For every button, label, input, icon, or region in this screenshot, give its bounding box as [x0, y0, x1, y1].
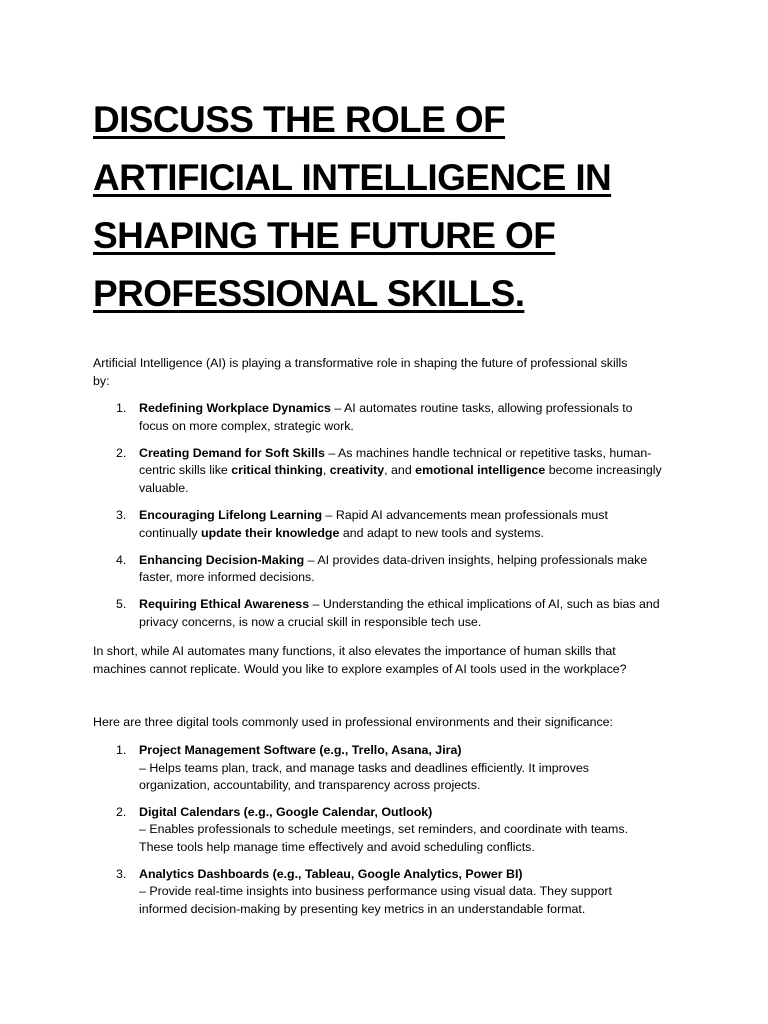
list-item-line: – Provide real-time insights into business performance using visual data. They support	[139, 884, 612, 899]
list-item	[93, 552, 683, 587]
emphasis-text: update their knowledge	[201, 525, 340, 540]
intro-line: Here are three digital tools commonly used in professional environments and their significance:	[93, 715, 613, 729]
title-line: ARTIFICIAL INTELLIGENCE IN	[93, 157, 612, 198]
list-item-heading: Project Management Software (e.g., Trello, Asana, Jira)	[139, 743, 462, 757]
title-line: PROFESSIONAL SKILLS.	[93, 273, 525, 314]
list-number: 3.	[116, 866, 127, 881]
list-item-text: – As machines handle technical or repetitive tasks, human-	[324, 445, 652, 460]
list-item-line: privacy concerns, is now a crucial skill in responsible tech use.	[139, 614, 482, 629]
list-number: 1.	[116, 401, 127, 415]
conclusion-line: In short, while AI automates many functions, it also elevates the importance of human skills that	[93, 644, 616, 658]
title-line: SHAPING THE FUTURE OF	[93, 215, 556, 256]
list-item-heading: Digital Calendars (e.g., Google Calendar, Outlook)	[139, 804, 433, 819]
list-item	[93, 400, 683, 435]
list-item	[93, 507, 683, 542]
list-item-line: faster, more informed decisions.	[139, 570, 315, 585]
list-item-heading: Encouraging Lifelong Learning	[139, 507, 323, 522]
list-item-text: become increasingly	[545, 463, 662, 478]
list-item-text: centric skills like	[139, 463, 232, 478]
list-number: 1.	[116, 743, 127, 757]
tools-intro-paragraph	[93, 714, 683, 732]
list-item-heading: Enhancing Decision-Making	[139, 552, 305, 567]
list-item-heading: Redefining Workplace Dynamics	[139, 401, 331, 415]
list-item-line: – Helps teams plan, track, and manage tasks and deadlines efficiently. It improves	[139, 760, 589, 775]
list-item-line: organization, accountability, and transparency across projects.	[139, 778, 481, 793]
conclusion-paragraph	[93, 643, 683, 678]
list-item	[93, 866, 683, 919]
list-item-heading: Creating Demand for Soft Skills	[139, 445, 325, 460]
list-number: 4.	[116, 552, 127, 567]
intro-line: by:	[93, 373, 110, 388]
list-item-line: informed decision-making by presenting key metrics in an understandable format.	[139, 901, 586, 916]
list-item-text: continually	[139, 525, 201, 540]
intro-line: Artificial Intelligence (AI) is playing a transformative role in shaping the future of professional skills	[93, 356, 628, 370]
emphasis-text: emotional intelligence	[415, 463, 546, 478]
list-item-heading: Analytics Dashboards (e.g., Tableau, Google Analytics, Power BI)	[139, 866, 523, 881]
emphasis-text: creativity	[329, 463, 385, 478]
list-item	[93, 742, 683, 795]
list-item	[93, 804, 683, 857]
list-item-line	[139, 445, 683, 463]
ai-intro-paragraph	[93, 355, 683, 390]
emphasis-text: critical thinking	[231, 463, 323, 478]
list-item-text: – AI provides data-driven insights, helping professionals make	[304, 552, 648, 567]
list-item	[93, 596, 683, 631]
list-item-text: – AI automates routine tasks, allowing professionals to	[330, 401, 633, 415]
list-item-line: focus on more complex, strategic work.	[139, 418, 354, 433]
list-number: 2.	[116, 445, 127, 460]
list-number: 5.	[116, 597, 127, 612]
list-item-text: – Rapid AI advancements mean professionals must	[322, 507, 608, 522]
list-item-text: ,	[322, 463, 330, 478]
list-item-line	[139, 525, 683, 543]
list-item-text: and adapt to new tools and systems.	[339, 525, 544, 540]
list-item-line: – Enables professionals to schedule meetings, set reminders, and coordinate with teams.	[139, 822, 629, 837]
list-item-line	[139, 462, 683, 480]
digital-tools-list	[93, 742, 683, 927]
list-item	[93, 445, 683, 498]
conclusion-line: machines cannot replicate. Would you like to explore examples of AI tools used in the workplace?	[93, 661, 627, 676]
list-item-line: These tools help manage time effectively and avoid scheduling conflicts.	[139, 839, 535, 854]
list-item-heading: Requiring Ethical Awareness	[139, 597, 310, 612]
title-line: DISCUSS THE ROLE OF	[93, 99, 506, 140]
list-item-line	[139, 400, 683, 418]
list-item-line	[139, 552, 683, 570]
list-item-line: valuable.	[139, 480, 189, 495]
document-title	[93, 91, 693, 323]
list-number: 2.	[116, 804, 127, 819]
list-item-text: , and	[384, 463, 416, 478]
list-item-line	[139, 507, 683, 525]
ai-roles-list	[93, 400, 683, 641]
list-item-line	[139, 596, 683, 614]
list-item-text: – Understanding the ethical implications of AI, such as bias and	[309, 597, 660, 612]
list-number: 3.	[116, 507, 127, 522]
